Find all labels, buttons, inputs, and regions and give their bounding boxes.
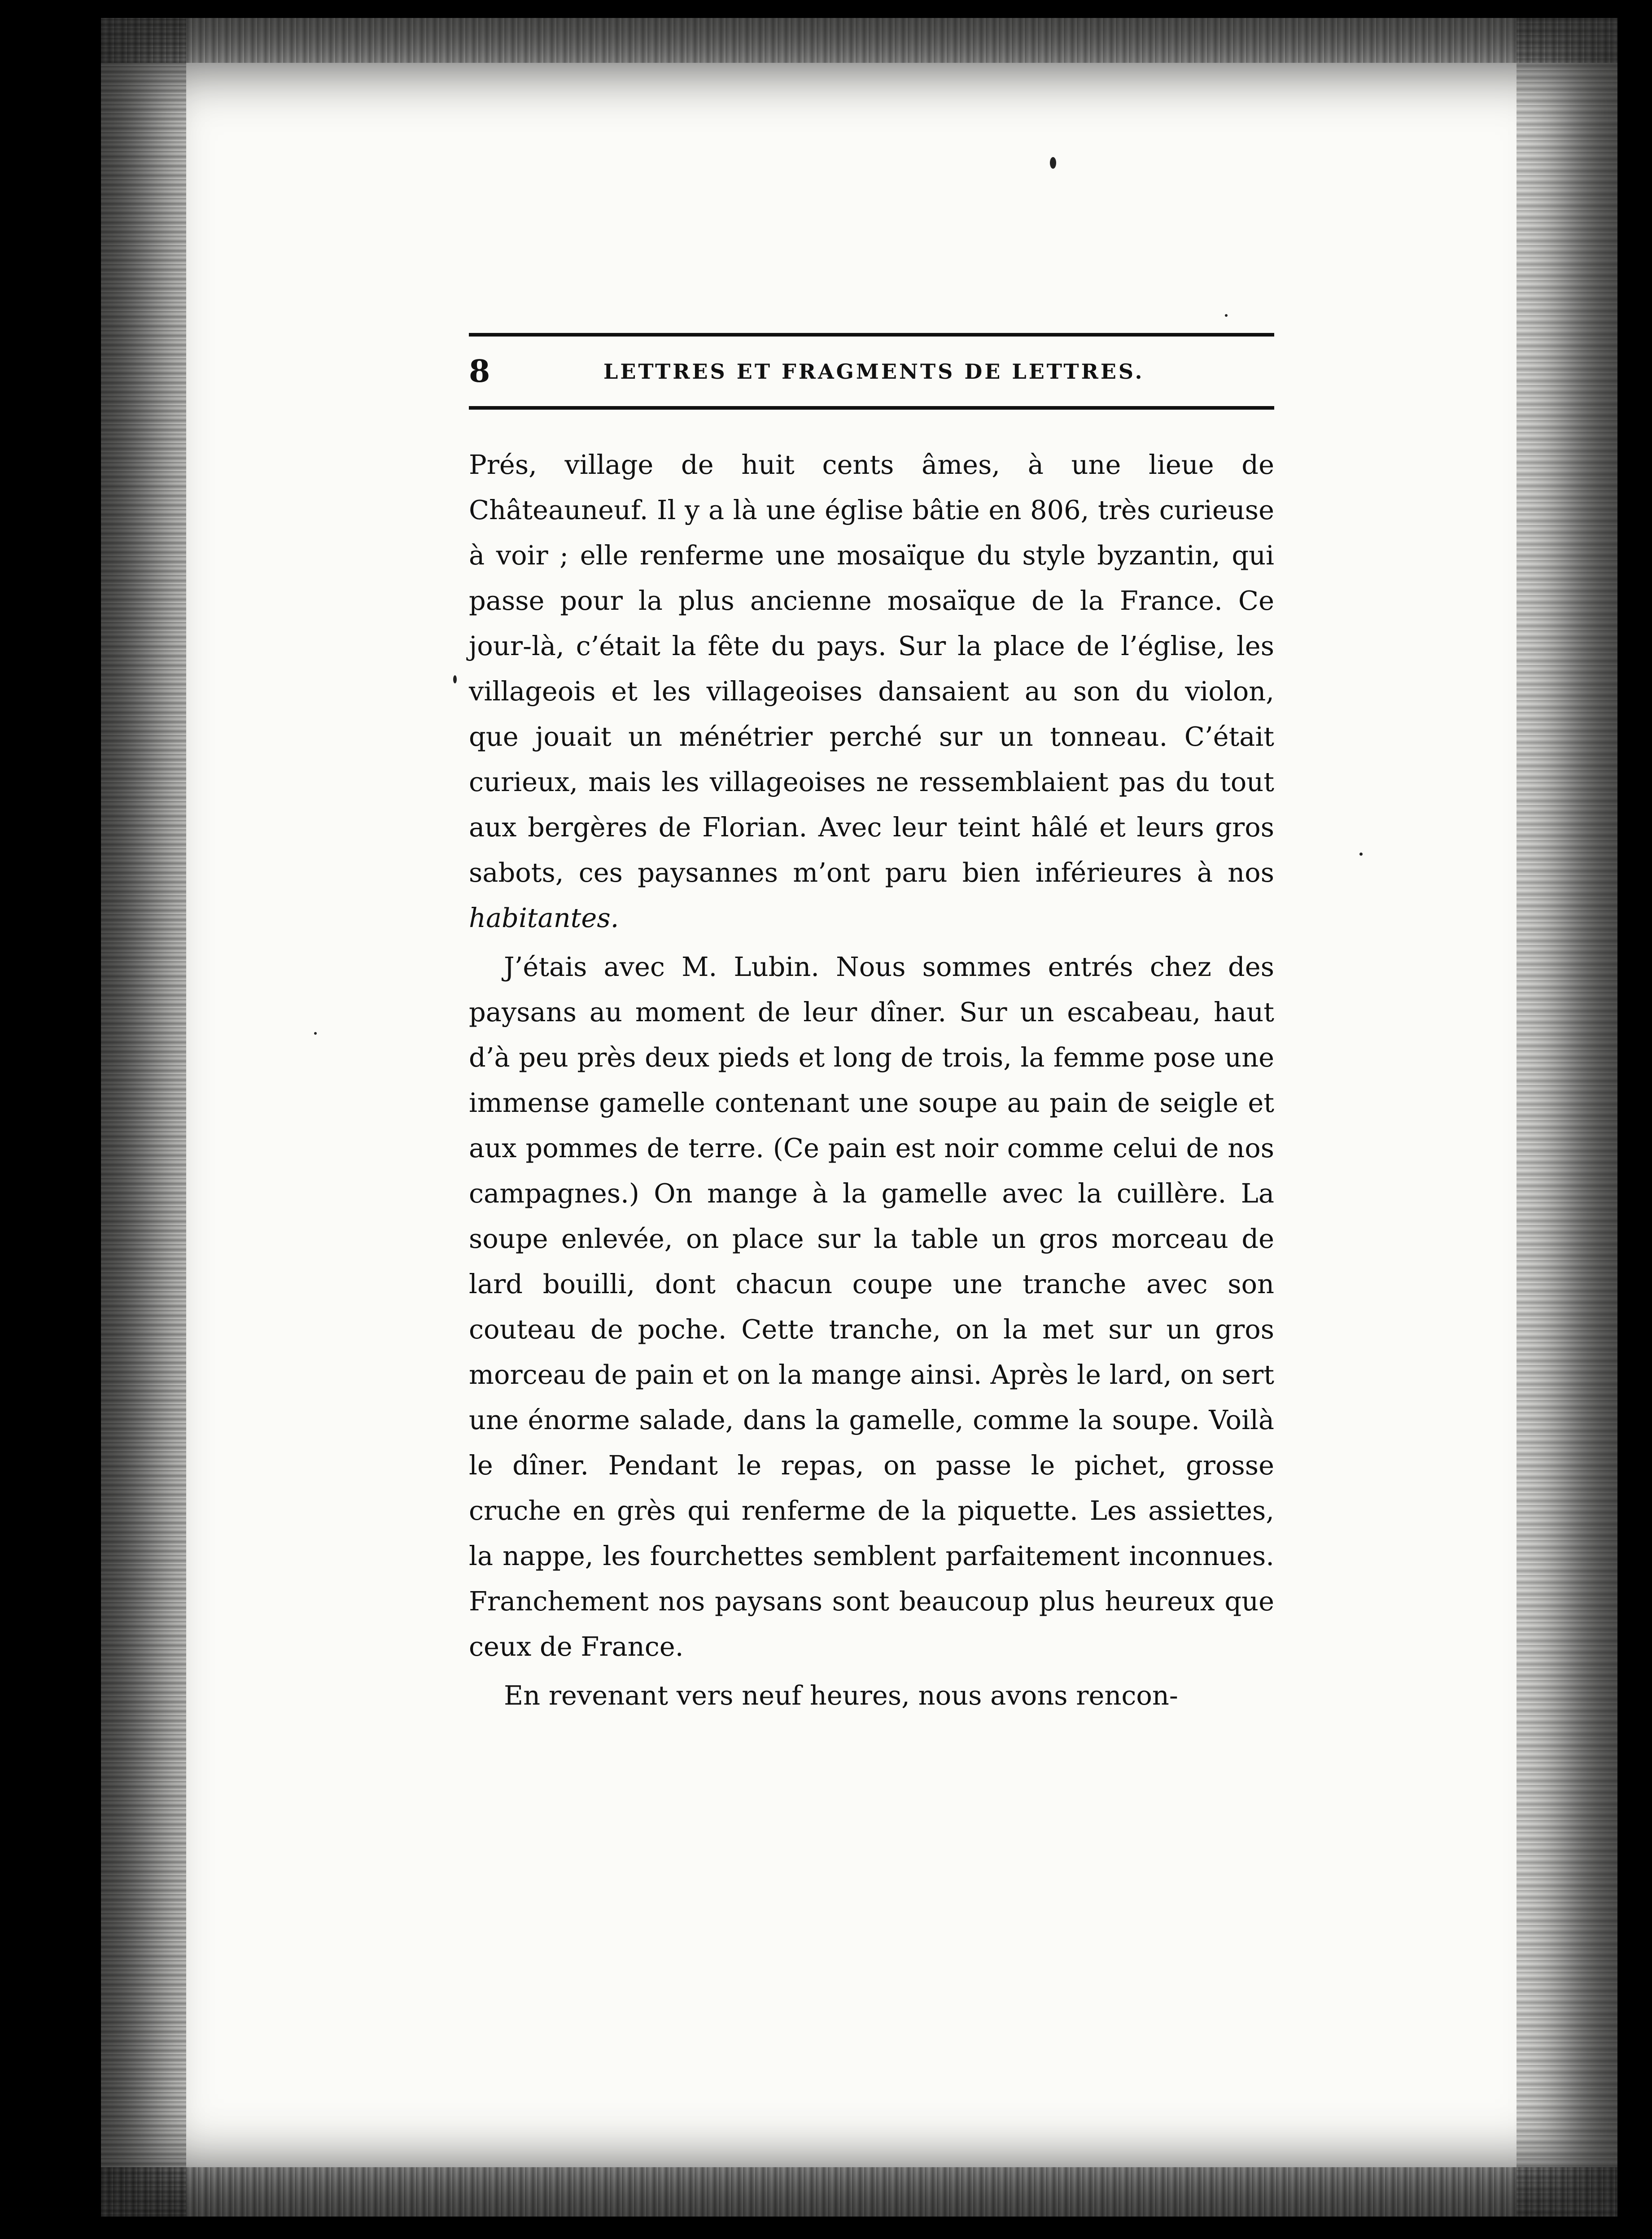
scan-edge-bottom [101,2167,1626,2239]
page-number: 8 [469,354,490,389]
paragraph-3: En revenant vers neuf heures, nous avons rencon- [504,1680,1178,1711]
paragraph-2: J’étais avec M. Lubin. Nous sommes entrés chez des paysans au moment de leur dîner. Sur un escabeau, haut d’à peu près deux pieds et long de trois, la femme pose une immense gamelle contenant une soupe au pain de seigle et aux pommes de terre. (Ce pain est noir comme celui de nos campagnes.) On mange à la gamelle avec la cuillère. La soupe enlevée, on place sur la table un gros morceau de lard bouilli, dont chacun coupe une tranche avec son couteau de poche. Cette tranche, on la met sur un gros morceau de pain et on la mange ainsi. Après le lard, on sert une énorme salade, dans la gamelle, comme la soupe. Voilà le dîner. Pendant le repas, on passe le pichet, grosse cruche en grès qui renferme de la piquette. Les assiettes, la nappe, les fourchettes semblent parfaitement inconnues. Franchement nos paysans sont beaucoup plus heureux que ceux de France. [469,951,1274,1662]
scan-edge-right [1517,0,1620,2239]
header-rule-top [469,333,1274,337]
paragraph-1-text: Prés, village de huit cents âmes, à une lieue de Châteauneuf. Il y a là une église bâtie en 806, très curieuse à voir ; elle renferme une mosaïque du style byzantin, qui passe pour la plus ancienne mosaïque de la France. Ce jour-là, c’était la fête du pays. Sur la place de l’église, les villageois et les villageoises dansaient au son du violon, que jouait un ménétrier perché sur un tonneau. C’était curieux, mais les villageoises ne ressemblaient pas du tout aux bergères de Florian. Avec leur teint hâlé et leurs gros sabots, ces paysannes m’ont paru bien inférieures à nos [469,449,1274,888]
header-rule-bottom [469,406,1274,410]
body-text [469,442,1274,1722]
paragraph-1 [469,442,1274,940]
running-head [469,345,1274,398]
scan-edge-top [101,0,1626,63]
running-title: LETTRES ET FRAGMENTS DE LETTRES. [603,359,1145,384]
italic-word: habitantes. [469,902,619,933]
scan-edge-left [101,0,186,2239]
